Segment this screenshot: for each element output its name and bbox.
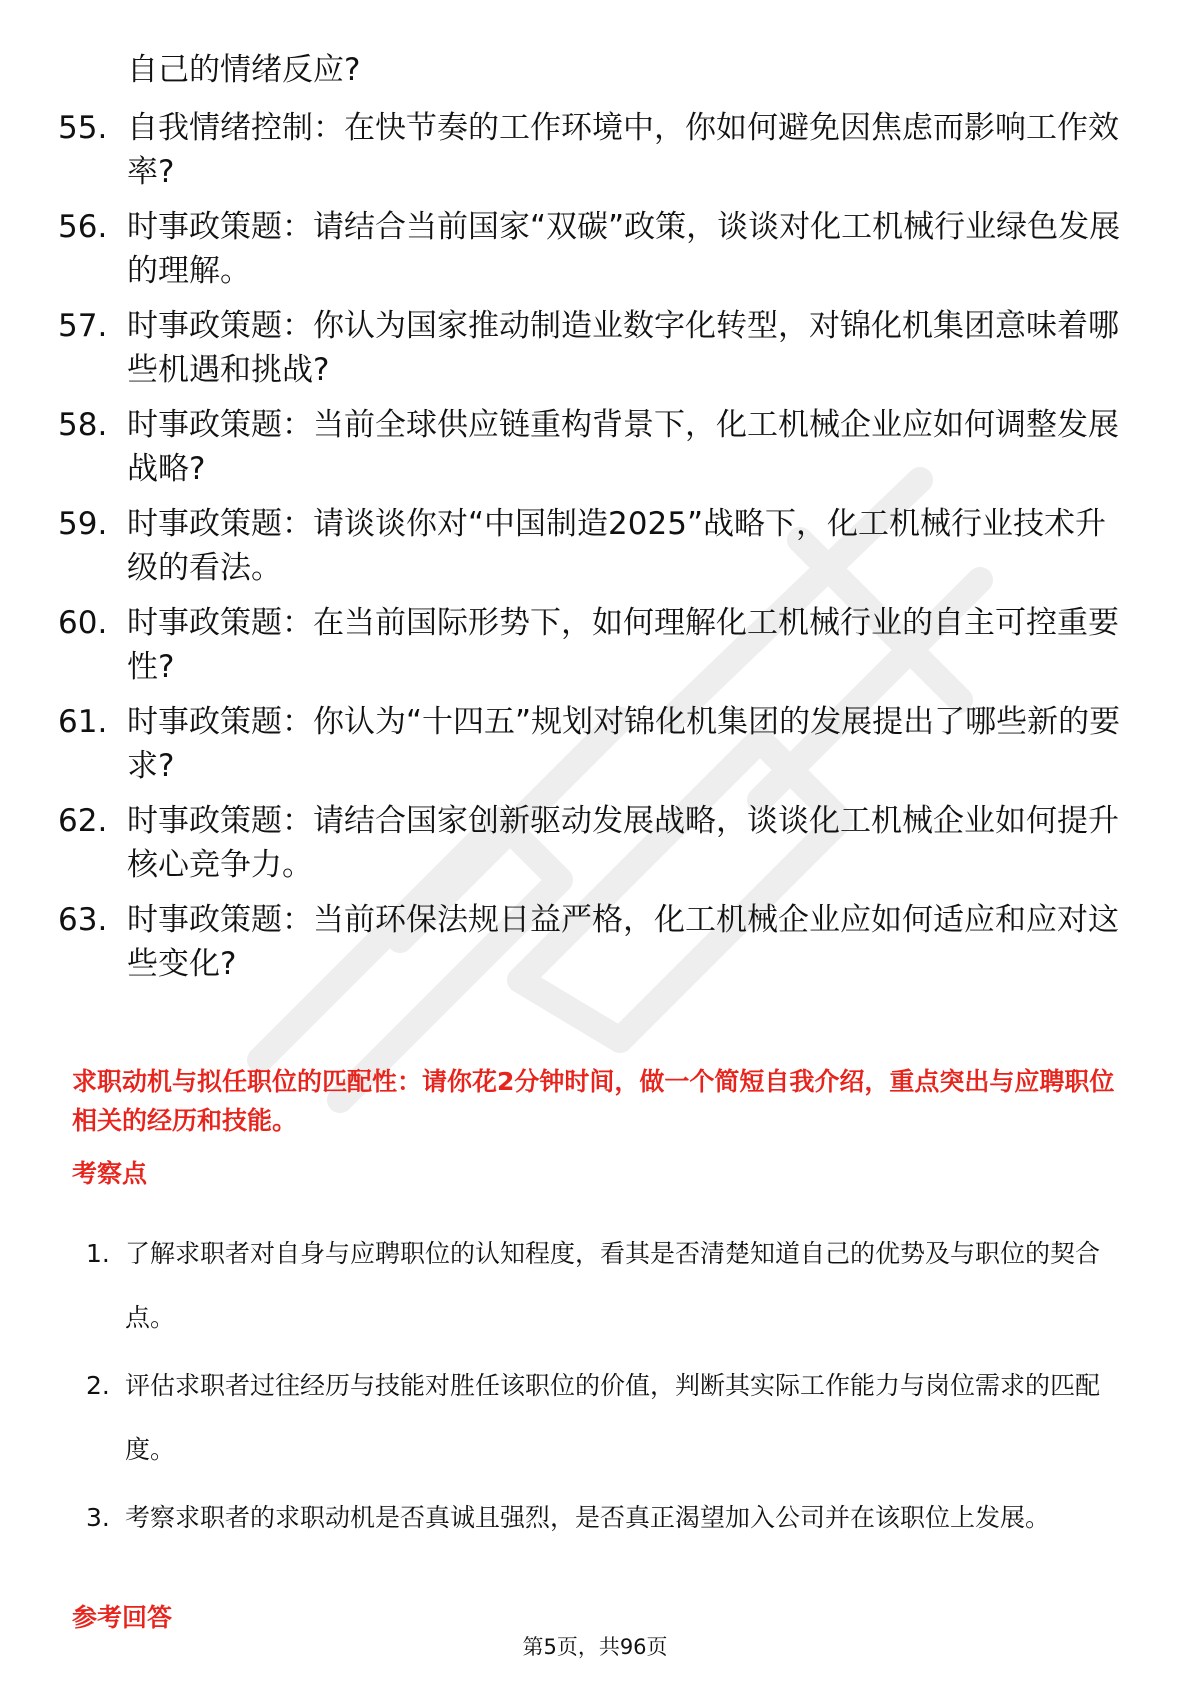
question-number: 56. — [58, 209, 108, 245]
point-number: 3. — [86, 1503, 110, 1532]
question-number: 58. — [58, 407, 108, 443]
point-number: 1. — [86, 1239, 110, 1268]
question-text: 时事政策题：当前环保法规日益严格，化工机械企业应如何适应和应对这些变化? — [127, 902, 1119, 982]
question-text: 时事政策题：当前全球供应链重构背景下，化工机械企业应如何调整发展战略? — [127, 407, 1119, 487]
question-number: 57. — [58, 308, 108, 344]
question-number: 60. — [58, 605, 108, 641]
section-title: 求职动机与拟任职位的匹配性：请你花2分钟时间，做一个简短自我介绍，重点突出与应聘职位相关的经历和技能。 — [72, 1067, 1115, 1135]
question-text: 时事政策题：你认为“十四五”规划对锦化机集团的发展提出了哪些新的要求? — [127, 704, 1121, 784]
question-text: 时事政策题：请结合国家创新驱动发展战略，谈谈化工机械企业如何提升核心竞争力。 — [127, 803, 1119, 883]
question-text: 自我情绪控制：在快节奏的工作环境中，你如何避免因焦虑而影响工作效率? — [127, 110, 1119, 190]
question-text: 时事政策题：请结合当前国家“双碳”政策，谈谈对化工机械行业绿色发展的理解。 — [127, 209, 1121, 289]
question-number: 62. — [58, 803, 108, 839]
point-text: 了解求职者对自身与应聘职位的认知程度，看其是否清楚知道自己的优势及与职位的契合点。 — [125, 1239, 1101, 1332]
point-text: 评估求职者过往经历与技能对胜任该职位的价值，判断其实际工作能力与岗位需求的匹配度。 — [125, 1371, 1101, 1464]
question-text: 时事政策题：请谈谈你对“中国制造2025”战略下，化工机械行业技术升级的看法。 — [127, 506, 1107, 586]
question-text: 自己的情绪反应? — [127, 52, 361, 88]
point-text: 考察求职者的求职动机是否真诚且强烈，是否真正渴望加入公司并在该职位上发展。 — [125, 1503, 1051, 1532]
question-number: 59. — [58, 506, 108, 542]
assessment-heading: 考察点 — [72, 1159, 148, 1188]
question-number: 63. — [58, 902, 108, 938]
question-number: 61. — [58, 704, 108, 740]
page-number: 第5页，共96页 — [522, 1635, 668, 1659]
question-text: 时事政策题：在当前国际形势下，如何理解化工机械行业的自主可控重要性? — [127, 605, 1119, 685]
question-number: 55. — [58, 110, 108, 146]
point-number: 2. — [86, 1371, 110, 1400]
answer-heading: 参考回答 — [72, 1603, 173, 1632]
question-text: 时事政策题：你认为国家推动制造业数字化转型，对锦化机集团意味着哪些机遇和挑战? — [127, 308, 1119, 388]
